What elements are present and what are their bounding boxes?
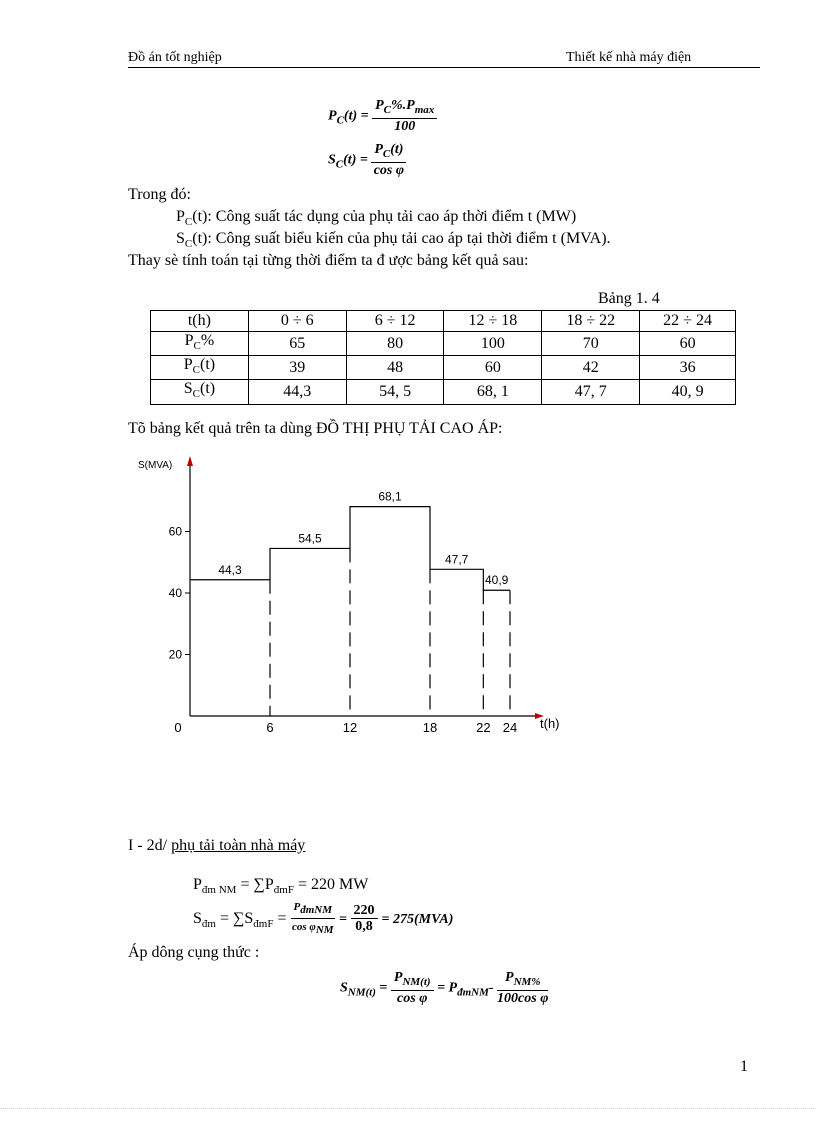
page-bottom-border xyxy=(0,1108,816,1109)
table-cell: 80 xyxy=(346,332,444,356)
table-row xyxy=(151,356,736,380)
table-cell: 44,3 xyxy=(248,380,346,404)
definition-pc: $P_C(t)$: Công suất tác dụng của phụ tải cao áp thời điểm t (MW) xyxy=(176,208,577,229)
table-row-label: $S_C(t)$ xyxy=(151,380,249,404)
table-row-label: $P_C(t)$ xyxy=(151,356,249,380)
table-header-row xyxy=(151,311,736,332)
y-axis-label: S(MVA) xyxy=(138,460,173,471)
rated-value-fraction: $\frac{220}{0,8}$ xyxy=(351,903,378,935)
table-header-cell: 22 ÷ 24 xyxy=(640,311,736,332)
apply-formula-label: Áp dông cụng thức : xyxy=(128,944,260,961)
table-cell: 36 xyxy=(640,356,736,380)
x-tick-label: 18 xyxy=(422,720,438,735)
table-row xyxy=(151,332,736,356)
formula-snm: $S_{NM(t)}$ = $\frac{P_{NM(t)}}{\text{cos φ}}$ = $P_{đmNM}-$ $\frac{P_{NM\%}}{\text{100cos φ}}$ xyxy=(340,970,549,1006)
x-tick-label: 22 xyxy=(476,720,491,735)
formula-sc-fraction: $\frac{P_C(t)}{\text{cos φ}}$ xyxy=(371,142,406,179)
table-cell: 54, 5 xyxy=(346,380,444,404)
header-right: Thiết kế nhà máy điện xyxy=(566,50,692,65)
table-header-cell: 18 ÷ 22 xyxy=(542,311,640,332)
y-tick-label: 60 xyxy=(168,524,182,539)
formula-sc: $S_C(t)$ = $\frac{P_C(t)}{\text{cos φ}}$ xyxy=(328,142,406,179)
rated-power-line: $P_{đm NM} = \sum P_{đmF} = 220$ MW xyxy=(193,876,369,897)
table-header-cell: 6 ÷ 12 xyxy=(346,311,444,332)
intro-paragraph: Thay sè tính toán tại từng thời điểm ta đ ược bảng kết quả sau: xyxy=(128,252,529,269)
table-header-cell: 12 ÷ 18 xyxy=(444,311,542,332)
table-cell: 70 xyxy=(542,332,640,356)
table-cell: 65 xyxy=(248,332,346,356)
table-cell: 48 xyxy=(346,356,444,380)
formula-pc: $P_C(t)$ = $\frac{P_C\%.P_{max}}{100}$ xyxy=(328,98,437,135)
table-caption: Bảng 1. 4 xyxy=(598,290,660,307)
x-tick-label: 0 xyxy=(174,720,182,735)
x-tick-label: 24 xyxy=(502,720,518,735)
chart-intro: Tõ bảng kết quả trên ta dùng ĐỒ THỊ PHỤ TẢI CAO ÁP: xyxy=(128,420,503,437)
table-cell: 60 xyxy=(444,356,542,380)
y-axis-arrow xyxy=(187,456,193,466)
segment-value-label: 40,9 xyxy=(484,573,509,588)
formula-pc-fraction: $\frac{P_C\%.P_{max}}{100}$ xyxy=(372,98,437,135)
x-tick-label: 6 xyxy=(266,720,274,735)
section-heading: I - 2d/ phụ tải toàn nhà máy xyxy=(128,837,306,854)
table-cell: 39 xyxy=(248,356,346,380)
segment-value-label: 44,3 xyxy=(218,562,242,577)
header-left: Đồ án tốt nghiệp xyxy=(128,50,222,65)
load-chart xyxy=(130,450,580,740)
table-header-cell: t(h) xyxy=(151,311,249,332)
table-row xyxy=(151,380,736,404)
table-header-cell: 0 ÷ 6 xyxy=(248,311,346,332)
definition-sc: $S_C(t)$: Công suất biểu kiến của phụ tải cao áp tại thời điểm t (MVA). xyxy=(176,230,611,251)
x-axis-label: t(h) xyxy=(540,716,560,731)
segment-value-label: 54,5 xyxy=(298,531,322,546)
rated-fraction: $\frac{P_{đmNM}}{\cos \varphi_{NM}}$ xyxy=(291,901,334,937)
formula-snm-fraction-2: $\frac{P_{NM\%}}{\text{100cos φ}}$ xyxy=(497,970,549,1006)
table-cell: 47, 7 xyxy=(542,380,640,404)
table-row-label: $P_C\%$ xyxy=(151,332,249,356)
rated-apparent-power-line: $S_{đm} = \sum S_{đmF}$ = $\frac{P_{đmNM}}{\cos \varphi_{NM}}$ = $\frac{220}{0,8}$ = 275(MVA) xyxy=(193,901,454,937)
segment-value-label: 47,7 xyxy=(444,552,469,567)
load-table xyxy=(150,310,736,405)
table-cell: 40, 9 xyxy=(640,380,736,404)
formula-snm-fraction-1: $\frac{P_{NM(t)}}{\text{cos φ}}$ xyxy=(391,970,434,1007)
segment-value-label: 68,1 xyxy=(378,489,402,504)
header-rule xyxy=(128,67,760,68)
y-tick-label: 20 xyxy=(168,647,182,662)
table-cell: 100 xyxy=(444,332,542,356)
table-cell: 68, 1 xyxy=(444,380,542,404)
x-tick-label: 12 xyxy=(342,720,358,735)
trong-do-label: Trong đó: xyxy=(128,186,191,203)
table-cell: 60 xyxy=(640,332,736,356)
y-tick-label: 40 xyxy=(168,586,182,600)
table-cell: 42 xyxy=(542,356,640,380)
page-number: 1 xyxy=(740,1058,748,1075)
